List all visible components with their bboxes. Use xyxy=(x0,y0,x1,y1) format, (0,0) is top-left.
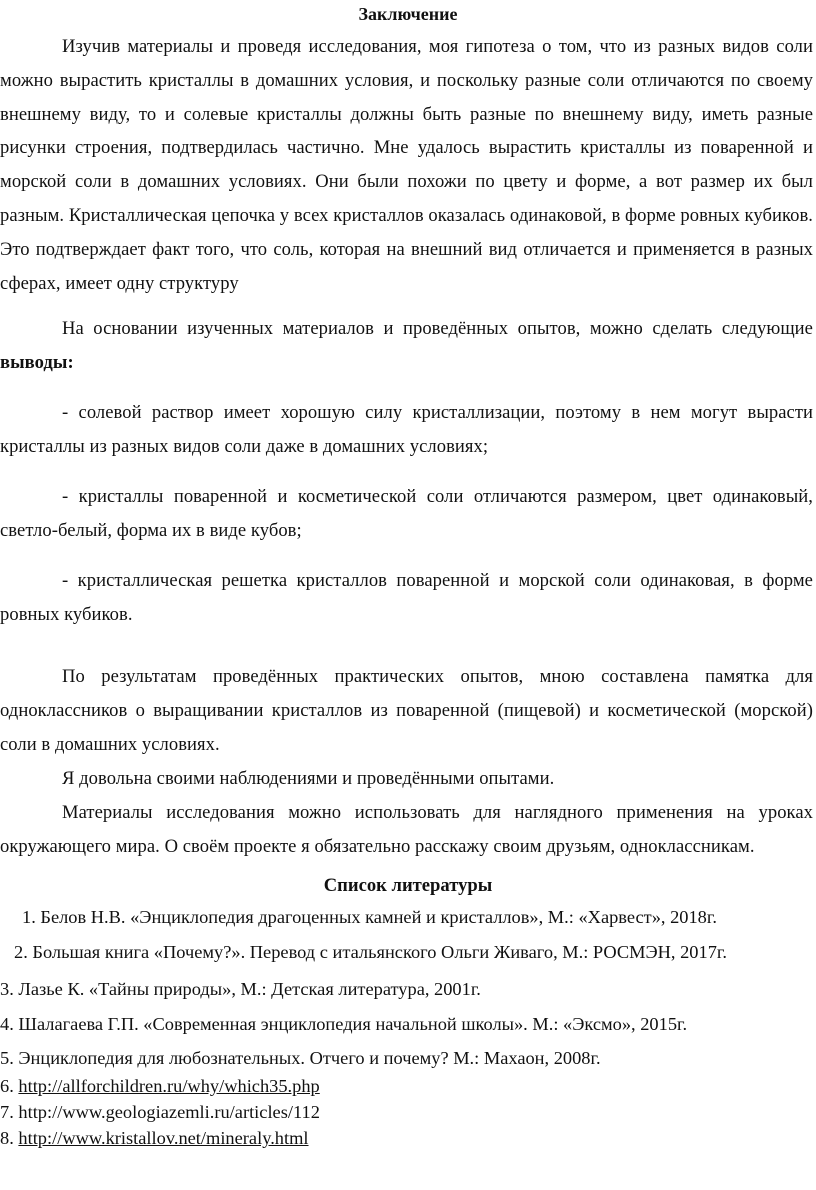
conclusions-heading: выводы: xyxy=(0,351,74,373)
closing-paragraph: По результатам проведённых практических опытов, мною составлена памятка для одноклассников о выращивании кристаллов из поваренной (пищевой) и косметической (морской) соли в домашних условиях. xyxy=(0,666,813,755)
reference-link-item xyxy=(0,1102,320,1123)
page-title: Заключение xyxy=(358,4,458,24)
closing-paragraph: Я довольна своими наблюдениями и проведёнными опытами. xyxy=(62,768,555,789)
reference-link-item xyxy=(0,1076,320,1097)
reference-item: 3. Лазье К. «Тайны природы», М.: Детская литература, 2001г. xyxy=(0,979,481,999)
closing-paragraph: Материалы исследования можно использовать для наглядного применения на уроках окружающего мира. О своём проекте я обязательно расскажу своим друзьям, одноклассникам. xyxy=(0,802,813,857)
reference-link-item xyxy=(0,1128,309,1149)
reference-number: 8. xyxy=(0,1128,19,1148)
reference-url: http://www.geologiazemli.ru/articles/112 xyxy=(18,1102,320,1122)
reference-number: 6. xyxy=(0,1076,19,1096)
reference-item: 1. Белов Н.В. «Энциклопедия драгоценных камней и кристаллов», М.: «Харвест», 2018г. xyxy=(22,907,717,927)
conclusion-paragraph: Изучив материалы и проведя исследования, моя гипотеза о том, что из разных видов соли можно вырастить кристаллы в домашних условия, и поскольку разные соли отличаются по своему внешнему виду, то и солевые кристаллы должны быть разные по внешнему виду, иметь разные рисунки строения, подтвердилась частично. Мне удалось вырастить кристаллы из поваренной и морской соли в домашних условиях. Они были похожи по цвету и форме, а вот размер их был разным. Кристаллическая цепочка у всех кристаллов оказалась одинаковой, в форме ровных кубиков. Это подтверждает факт того, что соль, которая на внешний вид отличается и применяется в разных сферах, имеет одну структуру xyxy=(0,36,813,294)
references-title: Список литературы xyxy=(323,875,493,896)
reference-link[interactable]: http://allforchildren.ru/why/which35.php xyxy=(18,1076,320,1096)
reference-item: 2. Большая книга «Почему?». Перевод с итальянского Ольги Живаго, М.: РОСМЭН, 2017г. xyxy=(14,942,727,962)
conclusions-intro xyxy=(0,312,813,380)
conclusion-item: - кристаллы поваренной и косметической соли отличаются размером, цвет одинаковый, светло-белый, форма их в виде кубов; xyxy=(0,486,813,541)
reference-item: 4. Шалагаева Г.П. «Современная энциклопедия начальной школы». М.: «Эксмо», 2015г. xyxy=(0,1014,688,1034)
reference-number: 7. xyxy=(0,1102,19,1122)
conclusions-intro-text: На основании изученных материалов и проведённых опытов, можно сделать следующие xyxy=(62,318,813,339)
reference-item: 5. Энциклопедия для любознательных. Отчего и почему? М.: Махаон, 2008г. xyxy=(0,1048,601,1068)
reference-link[interactable]: http://www.kristallov.net/mineraly.html xyxy=(18,1128,309,1148)
conclusion-item: - солевой раствор имеет хорошую силу кристаллизации, поэтому в нем могут вырасти кристаллы из разных видов соли даже в домашних условиях; xyxy=(0,402,813,457)
conclusion-item: - кристаллическая решетка кристаллов поваренной и морской соли одинаковая, в форме ровных кубиков. xyxy=(0,570,813,625)
